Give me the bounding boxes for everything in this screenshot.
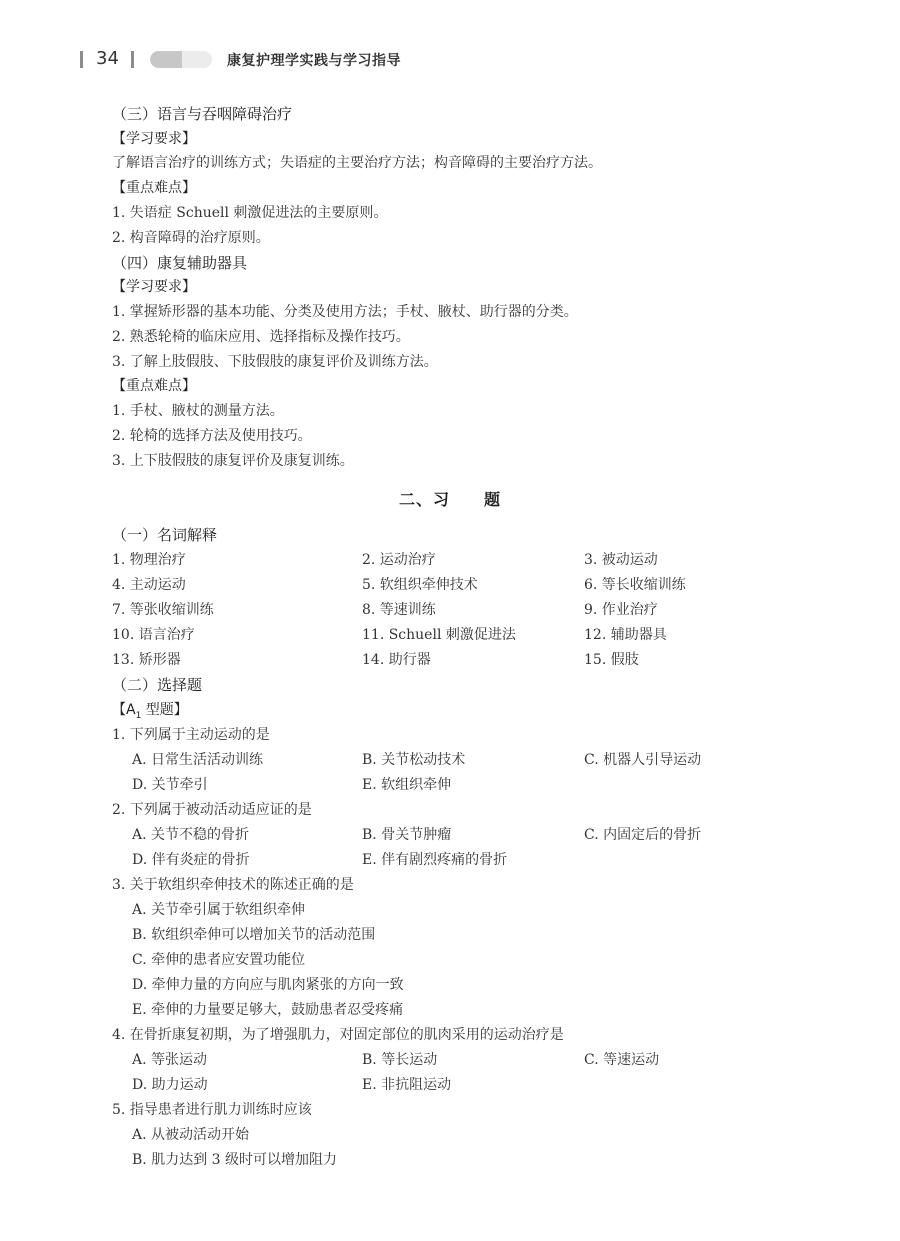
answer-option: B. 软组织牵伸可以增加关节的活动范围 (132, 927, 376, 943)
term-item: 15. 假肢 (584, 652, 639, 668)
term-item: 4. 主动运动 (112, 577, 186, 593)
answer-option: E. 软组织牵伸 (362, 777, 452, 793)
answer-option: A. 日常生活活动训练 (132, 752, 264, 768)
page-number: 34 (96, 48, 119, 69)
list-item: 2. 构音障碍的治疗原则。 (112, 230, 270, 246)
answer-option: A. 从被动活动开始 (132, 1127, 250, 1143)
answer-option: D. 伴有炎症的骨折 (132, 852, 250, 868)
header-divider (80, 51, 83, 68)
section-tag: 【重点难点】 (112, 180, 196, 196)
term-item: 6. 等长收缩训练 (584, 577, 686, 593)
answer-option: B. 等长运动 (362, 1052, 438, 1068)
question-type-tag: 【$A_1$ 型题】 (112, 702, 188, 721)
answer-option: A. 关节牵引属于软组织牵伸 (132, 902, 306, 918)
question-stem: 5. 指导患者进行肌力训练时应该 (112, 1102, 312, 1118)
list-item: 1. 失语症 Schuell 刺激促进法的主要原则。 (112, 205, 388, 221)
answer-option: E. 伴有剧烈疼痛的骨折 (362, 852, 508, 868)
answer-option: C. 等速运动 (584, 1052, 660, 1068)
answer-option: D. 助力运动 (132, 1077, 208, 1093)
term-item: 5. 软组织牵伸技术 (362, 577, 478, 593)
answer-option: E. 牵伸的力量要足够大，鼓励患者忍受疼痛 (132, 1002, 404, 1018)
page-header (0, 0, 900, 90)
question-stem: 4. 在骨折康复初期，为了增强肌力，对固定部位的肌肉采用的运动治疗是 (112, 1027, 564, 1043)
book-title: 康复护理学实践与学习指导 (227, 53, 401, 69)
term-item: 7. 等张收缩训练 (112, 602, 214, 618)
question-stem: 2. 下列属于被动活动适应证的是 (112, 802, 312, 818)
term-item: 8. 等速训练 (362, 602, 436, 618)
question-stem: 3. 关于软组织牵伸技术的陈述正确的是 (112, 877, 354, 893)
section-heading: （一）名词解释 (112, 526, 218, 544)
question-stem: 1. 下列属于主动运动的是 (112, 727, 270, 743)
answer-option: B. 关节松动技术 (362, 752, 466, 768)
term-item: 14. 助行器 (362, 652, 431, 668)
list-item: 3. 上下肢假肢的康复评价及康复训练。 (112, 453, 354, 469)
answer-option: A. 关节不稳的骨折 (132, 827, 250, 843)
chapter-subtitle: 二、习 题 (398, 490, 501, 509)
list-item: 3. 了解上肢假肢、下肢假肢的康复评价及训练方法。 (112, 354, 438, 370)
answer-option: A. 等张运动 (132, 1052, 208, 1068)
answer-option: B. 肌力达到 3 级时可以增加阻力 (132, 1152, 337, 1168)
section-tag: 【学习要求】 (112, 279, 196, 295)
section-tag: 【学习要求】 (112, 131, 196, 147)
header-divider (131, 51, 134, 68)
term-item: 3. 被动运动 (584, 552, 658, 568)
answer-option: C. 机器人引导运动 (584, 752, 702, 768)
answer-option: E. 非抗阻运动 (362, 1077, 452, 1093)
list-item: 1. 手杖、腋杖的测量方法。 (112, 403, 284, 419)
answer-option: C. 内固定后的骨折 (584, 827, 702, 843)
paragraph: 了解语言治疗的训练方式；失语症的主要治疗方法；构音障碍的主要治疗方法。 (112, 155, 602, 171)
section-heading: （四）康复辅助器具 (112, 254, 248, 272)
term-item: 12. 辅助器具 (584, 627, 667, 643)
section-heading: （三）语言与吞咽障碍治疗 (112, 105, 293, 123)
list-item: 2. 轮椅的选择方法及使用技巧。 (112, 428, 312, 444)
term-item: 1. 物理治疗 (112, 552, 186, 568)
list-item: 1. 掌握矫形器的基本功能、分类及使用方法；手杖、腋杖、助行器的分类。 (112, 304, 578, 320)
term-item: 9. 作业治疗 (584, 602, 658, 618)
term-item: 2. 运动治疗 (362, 552, 436, 568)
header-decoration (150, 51, 212, 68)
answer-option: D. 关节牵引 (132, 777, 208, 793)
section-tag: 【重点难点】 (112, 378, 196, 394)
term-item: 10. 语言治疗 (112, 627, 195, 643)
term-item: 11. Schuell 刺激促进法 (362, 627, 516, 643)
section-heading: （二）选择题 (112, 676, 203, 694)
answer-option: B. 骨关节肿瘤 (362, 827, 452, 843)
list-item: 2. 熟悉轮椅的临床应用、选择指标及操作技巧。 (112, 329, 410, 345)
answer-option: D. 牵伸力量的方向应与肌肉紧张的方向一致 (132, 977, 404, 993)
term-item: 13. 矫形器 (112, 652, 181, 668)
answer-option: C. 牵伸的患者应安置功能位 (132, 952, 306, 968)
